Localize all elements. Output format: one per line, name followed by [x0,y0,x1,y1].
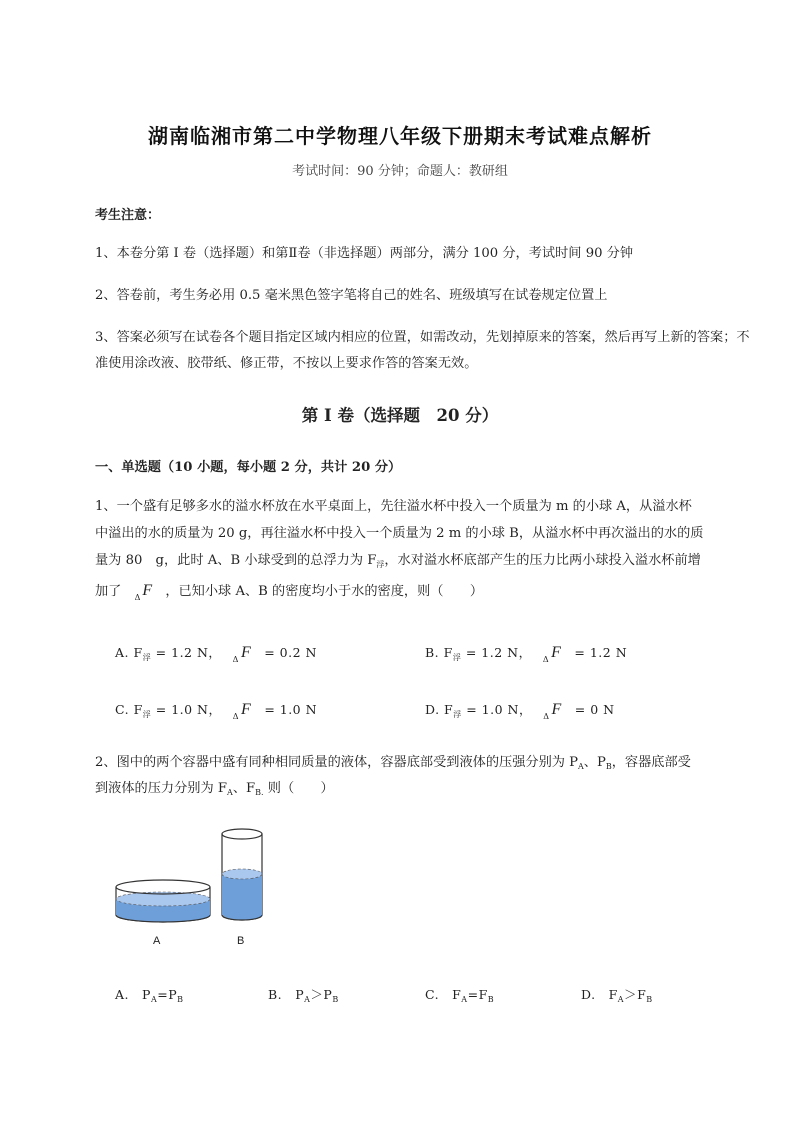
notice-heading: 考生注意： [95,208,161,223]
exam-subtitle: 考试时间：90 分钟；命题人：教研组 [292,164,508,179]
container-b [222,829,262,920]
q2-option-a[interactable]: A. $P_A=P_B$ [115,987,184,1004]
q1-line-3: 量为 80 g，此时 A、B 小球受到的总浮力为 $F_浮$，水对溢水杯底部产生的压力比两小球投入溢水杯前增 [95,553,701,569]
q2-line-1: 2、图中的两个容器中盛有同种相同质量的液体，容器底部受到液体的压强分别为 $P_A$、$P_B$，容器底部受 [95,755,691,771]
q1-option-b[interactable]: B. $F_浮 = 1.2$ N， $_\Delta$ F = 1.2 N [425,644,628,664]
q1-line-1: 1、一个盛有足够多水的溢水杯放在水平桌面上，先往溢水杯中投入一个质量为 m 的小球 A，从溢水杯 [95,499,692,514]
label-b: B [237,935,245,947]
containers-diagram [110,825,280,955]
q1-option-c[interactable]: C. $F_浮 = 1.0$ N， $_\Delta$ F = 1.0 N [115,701,318,721]
notice-item-3: 3、答案必须写在试卷各个题目指定区域内相应的位置，如需改动，先划掉原来的答案，然后再写上新的答案；不准使用涂改液、胶带纸、修正带，不按以上要求作答的答案无效。 [95,330,750,371]
label-a: A [153,935,161,947]
q1-line-2: 中溢出的水的质量为 20 g，再往溢水杯中投入一个质量为 2 m 的小球 B，从溢水杯中再次溢出的水的质 [95,526,704,541]
q1-option-d[interactable]: D. $F_浮 = 1.0$ N， $_\Delta$ F = 0 N [425,701,615,721]
q2-option-b[interactable]: B. $P_A>P_B$ [268,987,339,1004]
section-title: 第 I 卷（选择题 20 分） [301,406,499,425]
q2-option-d[interactable]: D. $F_A>F_B$ [581,987,653,1004]
q1-line-4: 加了 $_\Delta$ F ，已知小球 A、B 的密度均小于水的密度，则（ ） [95,582,484,602]
part-heading: 一、单选题（10 小题，每小题 2 分，共计 20 分） [95,460,402,475]
notice-item-2: 2、答卷前，考生务必用 0.5 毫米黑色签字笔将自己的姓名、班级填写在试卷规定位置上 [95,288,608,303]
exam-title: 湖南临湘市第二中学物理八年级下册期末考试难点解析 [148,124,652,148]
container-a [116,880,210,922]
q2-line-2: 到液体的压力分别为 $F_A$、$F_{B.}$ 则（ ） [95,781,334,797]
containers-figure [110,825,280,955]
notice-item-1: 1、本卷分第 I 卷（选择题）和第Ⅱ卷（非选择题）两部分，满分 100 分，考试时间 90 分钟 [95,246,634,261]
q2-option-c[interactable]: C. $F_A=F_B$ [425,987,495,1004]
q1-option-a[interactable]: A. $F_浮 = 1.2$ N， $_\Delta$ F = 0.2 N [115,644,317,664]
